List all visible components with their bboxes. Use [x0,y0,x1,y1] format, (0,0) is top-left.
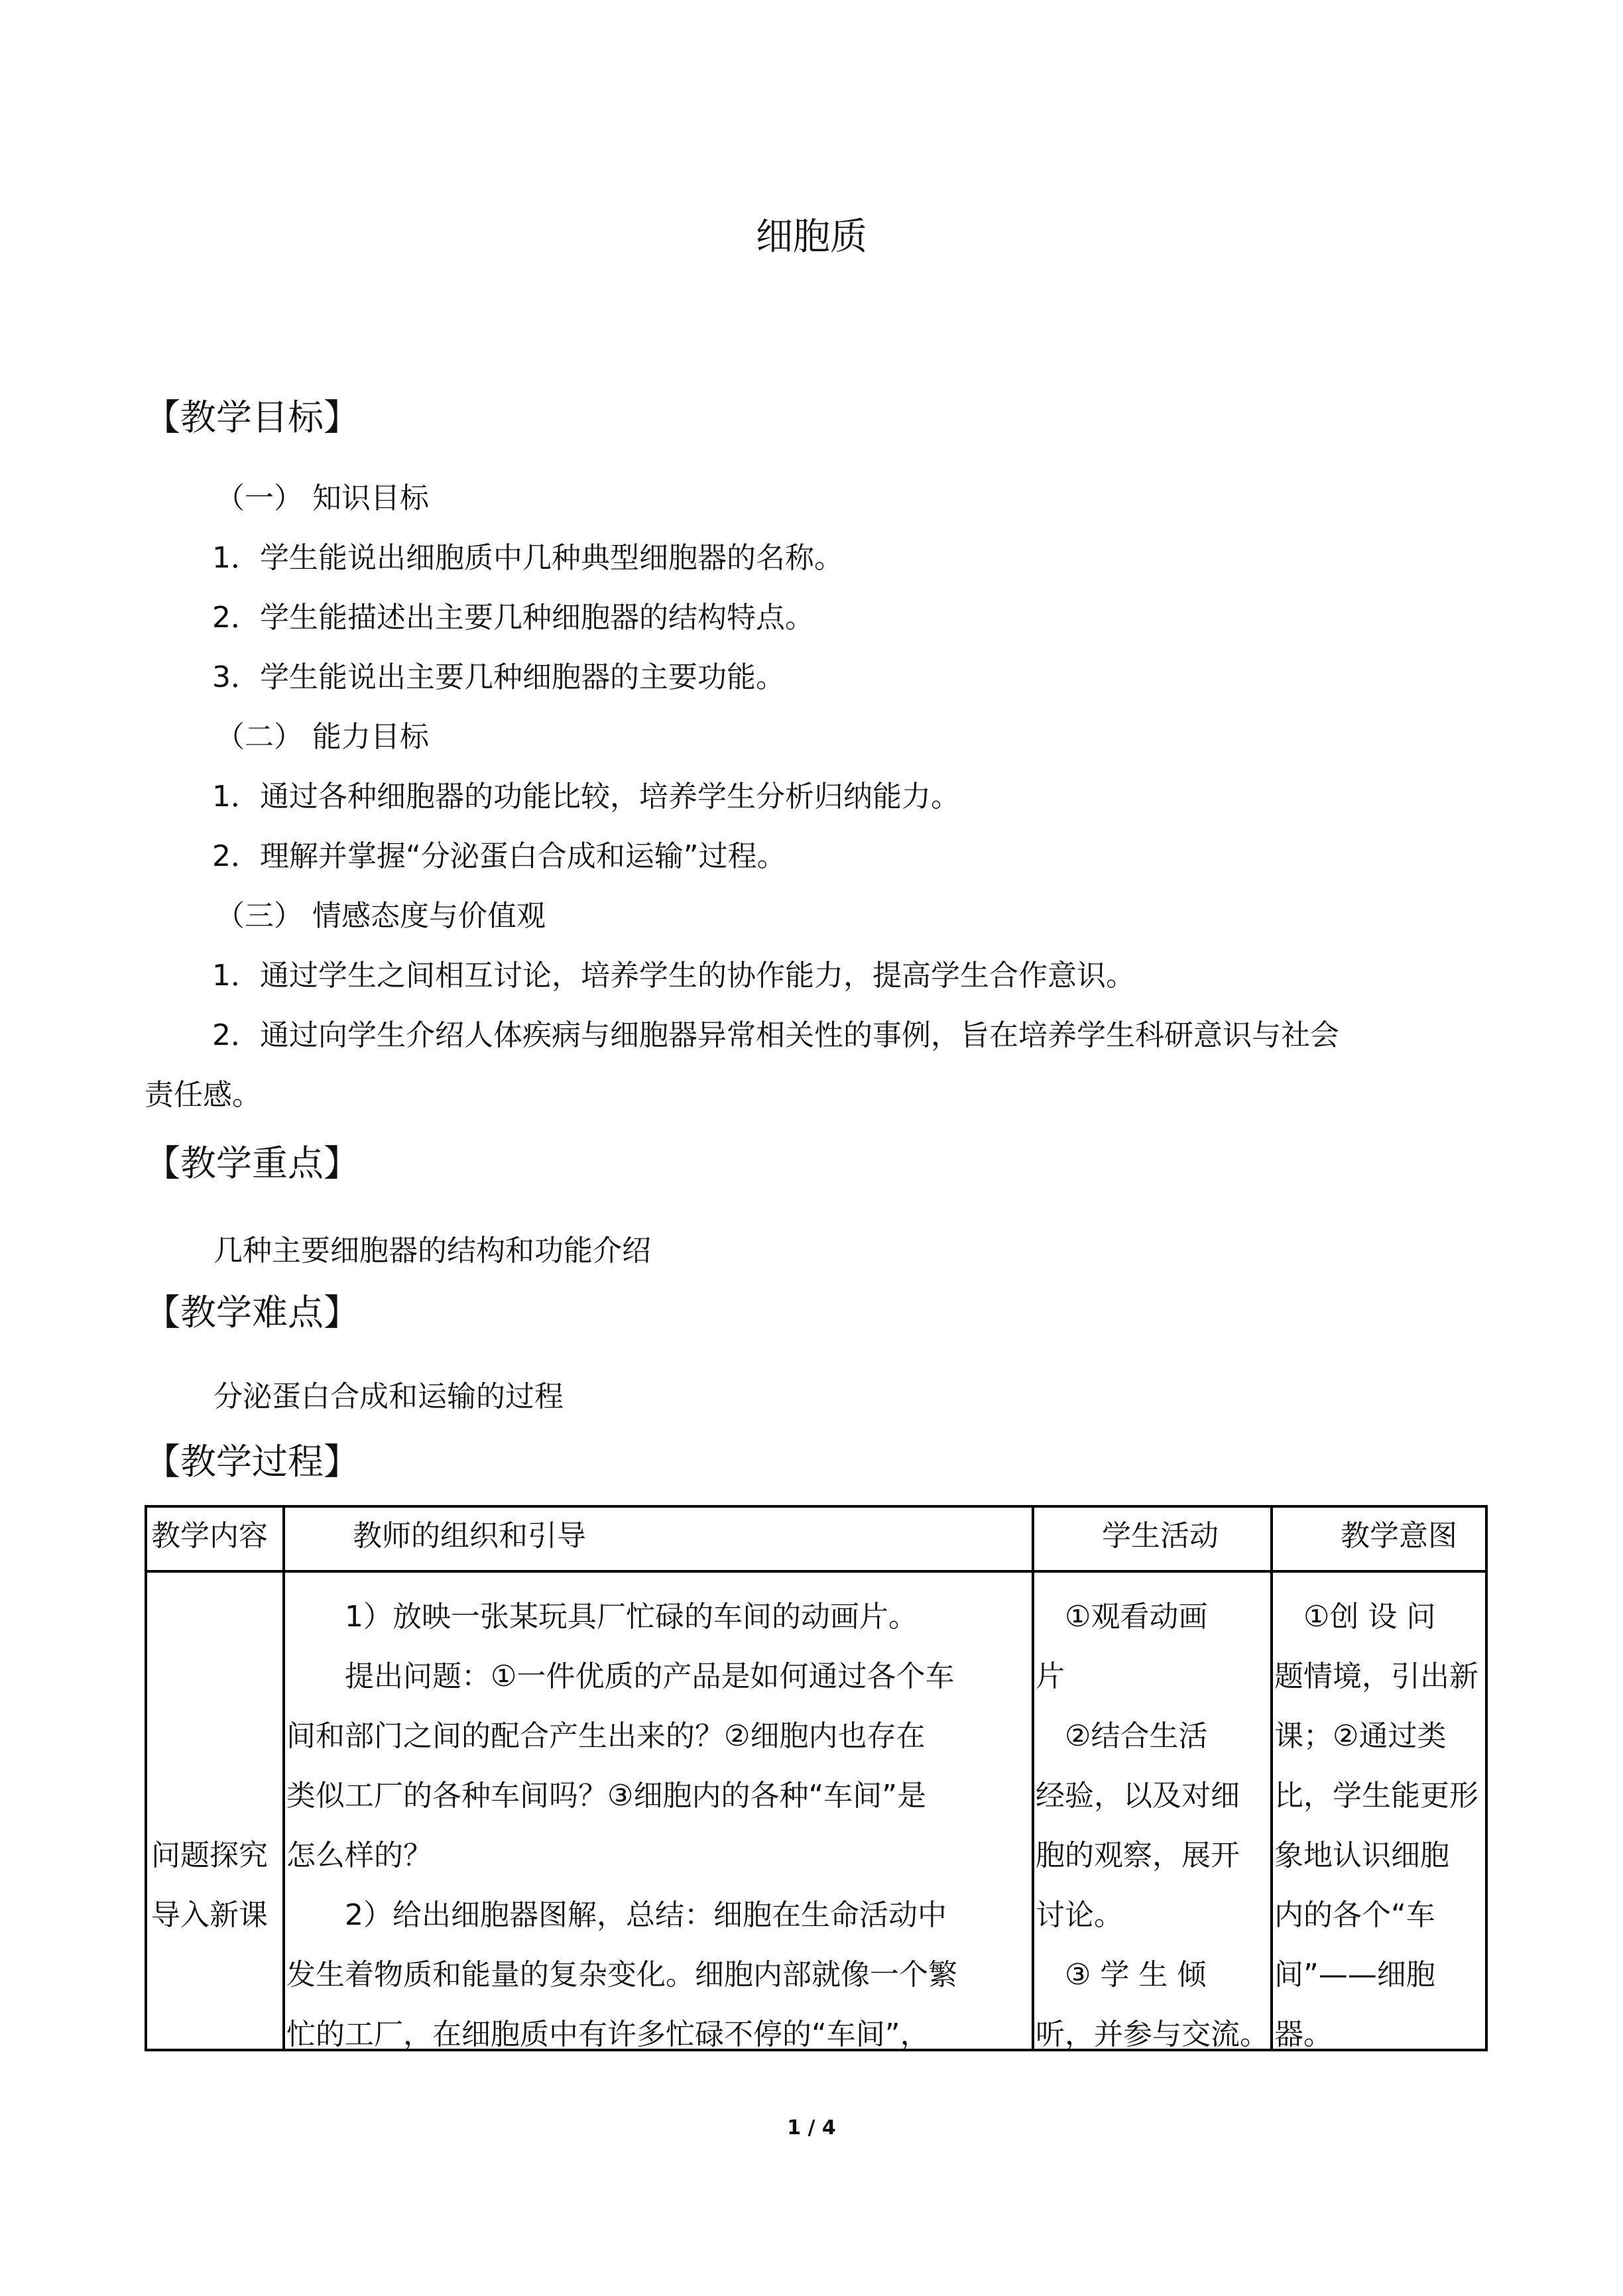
student-line: ①观看动画 [1036,1600,1208,1634]
table-divider [1270,1508,1273,2049]
intent-line: ①创 设 问 [1274,1600,1436,1634]
intent-line: 题情境，引出新 [1274,1660,1478,1693]
teacher-line: 间和部门之间的配合产生出来的？②细胞内也存在 [286,1719,926,1753]
page-title: 细胞质 [756,215,867,259]
knowledge-item: 2．学生能描述出主要几种细胞器的结构特点。 [212,601,814,634]
teacher-line: 提出问题：①一件优质的产品是如何通过各个车 [286,1660,955,1693]
student-line: ③ 学 生 倾 [1036,1958,1207,1992]
student-line: 听，并参与交流。 [1036,2018,1269,2051]
emotion-item-continuation: 责任感。 [145,1078,261,1112]
student-line: 片 [1036,1660,1065,1693]
intent-line: 间”——细胞 [1274,1958,1435,1992]
section-heading-difficulties: 【教学难点】 [145,1292,359,1333]
emotion-objectives-label: （三） 情感态度与价值观 [215,899,546,933]
teacher-line: 1）放映一张某玩具厂忙碌的车间的动画片。 [286,1600,918,1634]
table-cell-student [1036,1587,1269,2065]
intent-line: 象地认识细胞 [1274,1839,1449,1872]
table-divider [1032,1508,1034,2049]
intent-line: 课；②通过类 [1274,1719,1447,1753]
intent-line: 器。 [1274,2018,1333,2051]
table-divider [147,1570,1485,1573]
student-line: ②结合生活 [1036,1719,1208,1753]
section-heading-process: 【教学过程】 [145,1441,359,1482]
student-line: 经验，以及对细 [1036,1779,1240,1813]
table-cell-teacher [286,1587,1029,2065]
teacher-line: 怎么样的？ [286,1839,432,1872]
process-table [145,1505,1488,2051]
ability-item: 1．通过各种细胞器的功能比较，培养学生分析归纳能力。 [212,780,960,814]
table-cell-content [151,1826,268,1945]
emotion-item: 2．通过向学生介绍人体疾病与细胞器异常相关性的事例，旨在培养学生科研意识与社会 [212,1018,1339,1052]
ability-item: 2．理解并掌握“分泌蛋白合成和运输”过程。 [212,839,786,873]
section-heading-objectives: 【教学目标】 [145,396,359,438]
intent-line: 比，学生能更形 [1274,1779,1478,1813]
student-line: 讨论。 [1036,1898,1123,1932]
content-line: 问题探究 [151,1839,268,1872]
ability-objectives-label: （二） 能力目标 [215,720,429,754]
teacher-line: 忙的工厂，在细胞质中有许多忙碌不停的“车间”， [286,2018,930,2051]
difficulties-text: 分泌蛋白合成和运输的过程 [213,1380,564,1414]
table-header-student: 学生活动 [1102,1519,1219,1553]
key-points-text: 几种主要细胞器的结构和功能介绍 [213,1234,651,1268]
knowledge-item: 3．学生能说出主要几种细胞器的主要功能。 [212,660,785,694]
table-header-teacher: 教师的组织和引导 [353,1519,586,1553]
table-divider [282,1508,285,2049]
page-number: 1 / 4 [787,2116,836,2140]
table-header-intent: 教学意图 [1341,1519,1457,1553]
emotion-item: 1．通过学生之间相互讨论，培养学生的协作能力，提高学生合作意识。 [212,959,1135,993]
section-heading-key-points: 【教学重点】 [145,1142,359,1184]
teacher-line: 2）给出细胞器图解，总结：细胞在生命活动中 [286,1898,947,1932]
knowledge-item: 1．学生能说出细胞质中几种典型细胞器的名称。 [212,541,843,575]
content-line: 导入新课 [151,1898,268,1932]
teacher-line: 类似工厂的各种车间吗？③细胞内的各种“车间”是 [286,1779,927,1813]
intent-line: 内的各个“车 [1274,1898,1435,1932]
table-header-content: 教学内容 [151,1519,268,1553]
knowledge-objectives-label: （一） 知识目标 [215,481,429,515]
student-line: 胞的观察，展开 [1036,1839,1240,1872]
table-cell-intent [1274,1587,1486,2065]
teacher-line: 发生着物质和能量的复杂变化。细胞内部就像一个繁 [286,1958,957,1992]
